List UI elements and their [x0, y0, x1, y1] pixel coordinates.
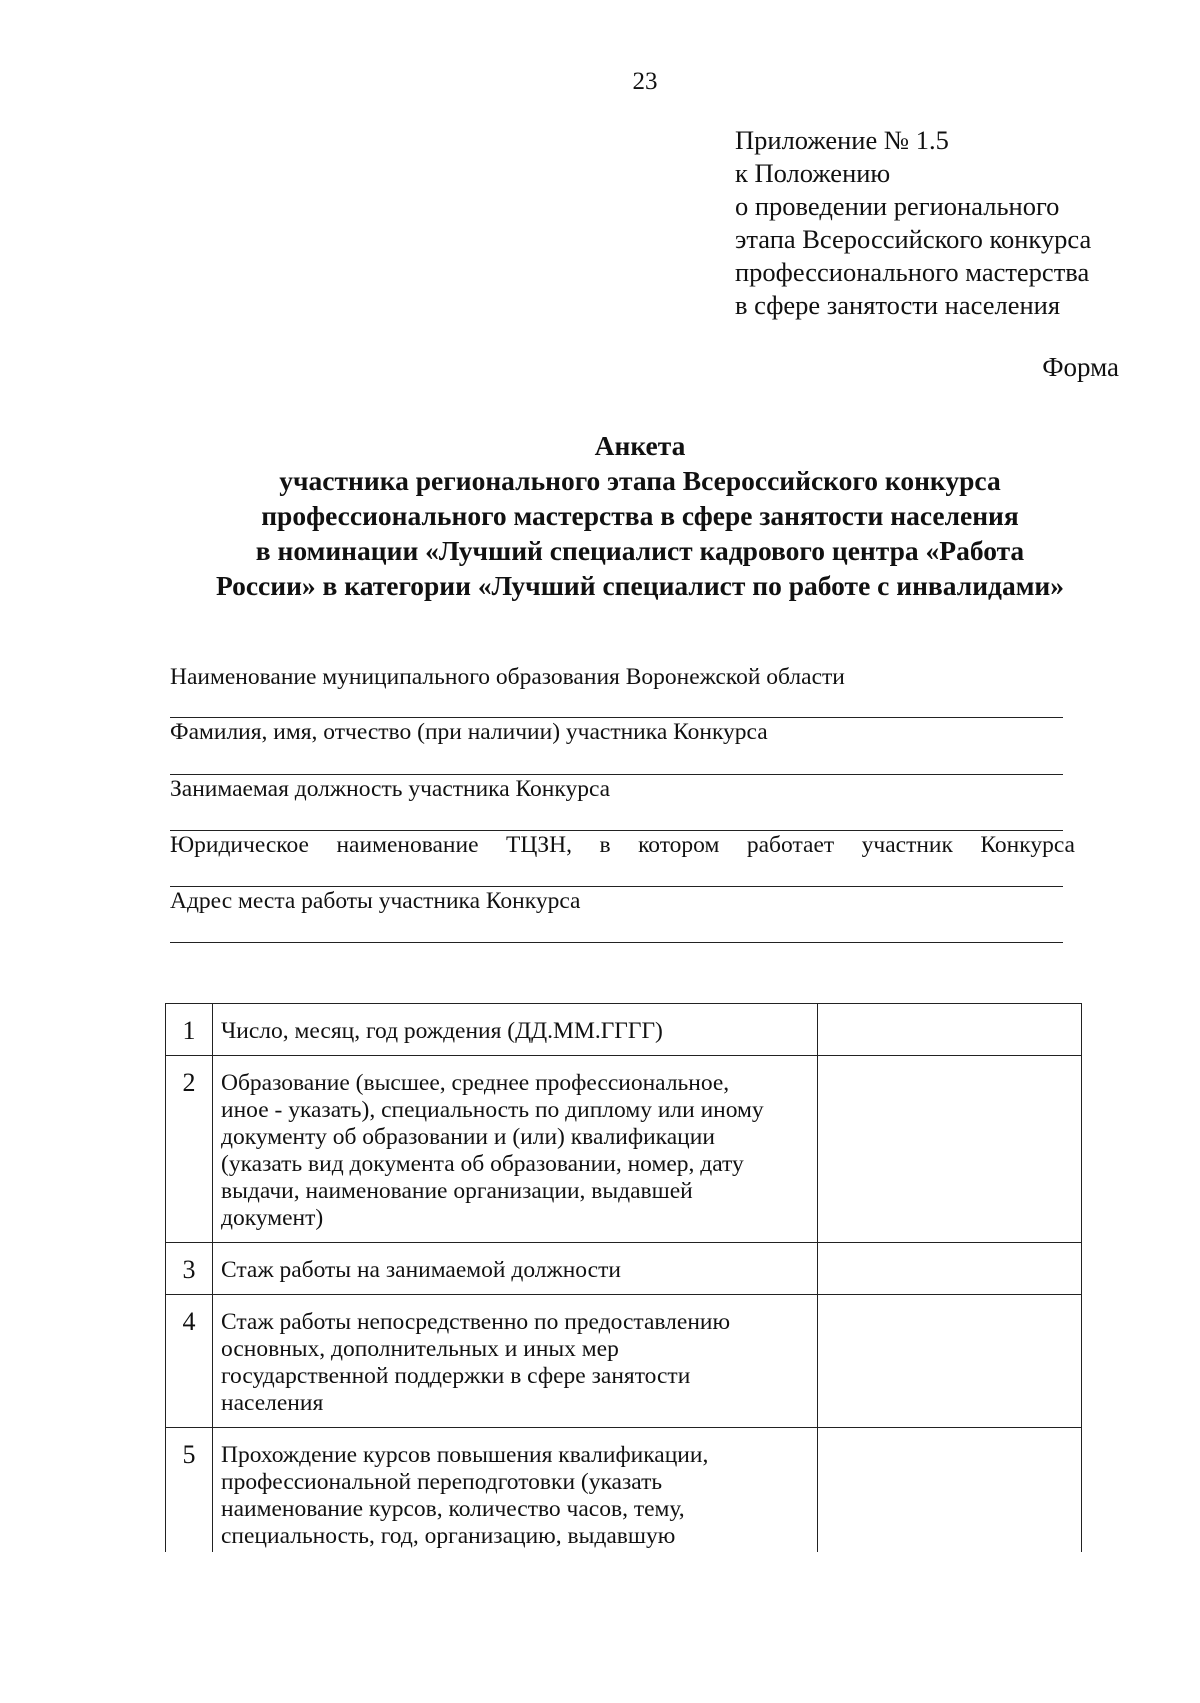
fill-line-fullname[interactable] — [170, 774, 1063, 775]
questionnaire-table — [165, 1003, 1082, 1552]
row-number: 1 — [166, 1004, 213, 1056]
answer-cell[interactable] — [818, 1428, 1082, 1553]
appendix-line: в сфере занятости населения — [735, 290, 1061, 320]
fill-line-position[interactable] — [170, 830, 1063, 831]
field-fullname-label: Фамилия, имя, отчество (при наличии) участника Конкурса — [170, 719, 768, 745]
title-line: России» в категории «Лучший специалист по работе с инвалидами» — [215, 570, 1065, 601]
question-line: документу об образовании и (или) квалификации — [221, 1124, 715, 1150]
question-line: Образование (высшее, среднее профессиональное, — [221, 1070, 730, 1096]
table-row — [166, 1056, 1082, 1243]
question-line: профессиональной переподготовки (указать — [221, 1469, 663, 1495]
row-question — [213, 1428, 818, 1553]
field-position-label: Занимаемая должность участника Конкурса — [170, 776, 611, 802]
question-line: документ) — [221, 1205, 324, 1231]
question-line: Стаж работы непосредственно по предоставлению — [221, 1309, 731, 1335]
question-line: Число, месяц, год рождения (ДД.ММ.ГГГГ) — [221, 1018, 663, 1044]
question-line: государственной поддержки в сфере занятости — [221, 1363, 691, 1389]
question-line: основных, дополнительных и иных мер — [221, 1336, 619, 1362]
field-legal-name-label — [170, 832, 1075, 859]
field-municipality-label: Наименование муниципального образования Воронежской области — [170, 664, 845, 690]
appendix-line: Приложение № 1.5 — [735, 125, 949, 155]
word: наименование — [336, 832, 479, 858]
question-line: населения — [221, 1390, 324, 1416]
title-line: участника регионального этапа Всероссийского конкурса — [279, 465, 1001, 496]
table-row — [166, 1243, 1082, 1295]
row-number: 4 — [166, 1295, 213, 1428]
table-row — [166, 1004, 1082, 1056]
document-title — [140, 428, 1140, 603]
page-number: 23 — [632, 68, 658, 95]
word: участник — [861, 832, 953, 858]
word: Конкурса — [980, 832, 1075, 858]
question-line: выдачи, наименование организации, выдавшей — [221, 1178, 693, 1204]
row-question — [213, 1056, 818, 1243]
table-row — [166, 1295, 1082, 1428]
word: в — [599, 832, 611, 858]
answer-cell[interactable] — [818, 1056, 1082, 1243]
form-label: Форма — [1042, 352, 1119, 382]
title-line: в номинации «Лучший специалист кадрового центра «Работа — [255, 535, 1025, 566]
appendix-line: профессионального мастерства — [735, 257, 1090, 287]
appendix-line: этапа Всероссийского конкурса — [735, 224, 1092, 254]
title-line: профессионального мастерства в сфере занятости населения — [261, 500, 1019, 531]
table-row — [166, 1428, 1082, 1553]
appendix-line: к Положению — [735, 158, 891, 188]
answer-cell[interactable] — [818, 1295, 1082, 1428]
question-line: наименование курсов, количество часов, тему, — [221, 1496, 685, 1522]
answer-cell[interactable] — [818, 1243, 1082, 1295]
appendix-reference — [735, 124, 1091, 322]
row-question — [213, 1243, 818, 1295]
question-line: специальность, год, организацию, выдавшую — [221, 1523, 676, 1549]
word: ТЦЗН, — [506, 832, 572, 858]
answer-cell[interactable] — [818, 1004, 1082, 1056]
row-number: 3 — [166, 1243, 213, 1295]
row-question — [213, 1004, 818, 1056]
question-line: (указать вид документа об образовании, номер, дату — [221, 1151, 744, 1177]
title-line: Анкета — [594, 430, 686, 461]
question-line: Прохождение курсов повышения квалификации, — [221, 1442, 709, 1468]
word: Юридическое — [170, 832, 309, 858]
word: котором — [638, 832, 720, 858]
appendix-line: о проведении регионального — [735, 191, 1060, 221]
question-line: иное - указать), специальность по диплому или иному — [221, 1097, 764, 1123]
field-address-label: Адрес места работы участника Конкурса — [170, 888, 581, 914]
question-line: Стаж работы на занимаемой должности — [221, 1257, 621, 1283]
fill-line-legal-name[interactable] — [170, 886, 1063, 887]
row-number: 5 — [166, 1428, 213, 1553]
word: работает — [746, 832, 835, 858]
fill-line-address[interactable] — [170, 942, 1063, 943]
row-question — [213, 1295, 818, 1428]
row-number: 2 — [166, 1056, 213, 1243]
fill-line-municipality[interactable] — [170, 717, 1063, 718]
